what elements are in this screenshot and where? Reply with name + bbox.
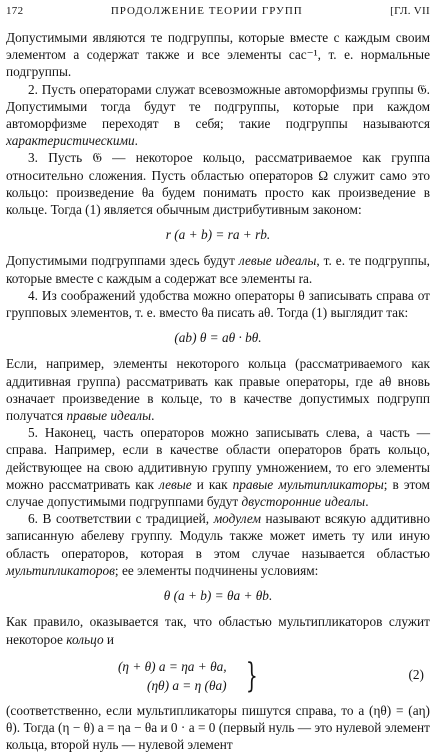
emphasized-term: характеристическими [6, 133, 135, 149]
emphasized-term: двусторонние идеалы [241, 494, 366, 510]
formula-right-operator: (ab) θ = aθ · bθ. [174, 330, 262, 346]
emphasized-term: кольцо [66, 631, 104, 647]
emphasized-term: левые [158, 476, 192, 492]
paragraph-item-6 [6, 510, 430, 579]
paragraph-text: Если, например, элементы некоторого кольца (рассматриваемого как аддитивная группа) рассматривать как правые операторы, где aθ вновь означает произведение в кольце, то в качестве допустимых подгрупп получатся [6, 356, 430, 424]
paragraph-text: . [134, 133, 138, 149]
paragraph-text: ; в этом случае допустимыми подгруппами будут [6, 476, 430, 510]
emphasized-term: правые идеалы [66, 408, 152, 424]
equation-number: (2) [408, 666, 424, 682]
formula-distributive-law: r (a + b) = ra + rb. [165, 227, 271, 243]
paragraph-text: , т. е. те подгруппы, которые вместе с каждым a содержат все элементы ra. [6, 253, 430, 286]
emphasized-term: модулем [213, 511, 261, 527]
paragraph-text: ; ее элементы подчинены условиям: [114, 562, 319, 578]
right-brace: } [245, 655, 258, 696]
paragraph-item-2 [6, 81, 430, 150]
chapter-label: [ГЛ. VII [390, 5, 430, 17]
equation-line-1: (η + θ) a = ηa + θa, [118, 658, 227, 674]
paragraph-text: . [151, 408, 155, 424]
equation-lines [118, 657, 227, 695]
paragraph-normal-subgroups: Допустимыми являются те подгруппы, которые вместе с каждым своим элементом a содержат также и все элементы cac⁻¹, т. е. нормальные подгруппы. [6, 30, 430, 80]
paragraph-right-ideals [6, 355, 430, 424]
emphasized-term: правые мультипликаторы [232, 476, 384, 492]
paragraph-text: Как правило, оказывается так, что областью мультипликаторов служит некоторое [6, 614, 430, 647]
page-header [6, 4, 430, 18]
page-number: 172 [6, 5, 24, 17]
running-title: ПРОДОЛЖЕНИЕ ТЕОРИИ ГРУПП [110, 5, 303, 17]
paragraph-text: 5. Наконец, часть операторов можно записывать слева, а часть — справа. Например, если в качестве области операторов брать кольцо, действующее на свою аддитивную группу умножением, то его элементы можно рассматривать как [6, 425, 430, 492]
paragraph-ring-multipliers [6, 613, 430, 647]
emphasized-term: мультипликаторов [6, 562, 115, 578]
paragraph-text: называют всякую аддитивно записанную абелеву группу. Модуль также может иметь ту или иную область операторов, которая в этом случае называется областью [6, 511, 430, 561]
paragraph-text: . [365, 494, 369, 510]
paragraph-text: 6. В соответствии с традицией, [28, 511, 214, 527]
paragraph-item-3: 3. Пусть 𝔊 — некоторое кольцо, рассматриваемое как группа относительно сложения. Пусть областью операторов Ω служит само это кольцо: произведение θa будем понимать просто как произведение в кольце. Тогда (1) является обычным дистрибутивным законом: [6, 150, 430, 218]
paragraph-text: 2. Пусть операторами служат всевозможные автоморфизмы группы 𝔊. Допустимыми тогда будут те подгруппы, которые при каждом автоморфизме переходят в себя; такие подгруппы называются [6, 81, 430, 132]
paragraph-text: и как [191, 476, 233, 492]
paragraph-left-ideals [6, 252, 430, 286]
formula-module-condition: θ (a + b) = θa + θb. [163, 588, 273, 604]
emphasized-term: левые идеалы [238, 253, 317, 269]
paragraph-text: и [103, 631, 115, 647]
paragraph-item-4: 4. Из соображений удобства можно операторы θ записывать справа от групповых элементов, т. е. вместо θa писать aθ. Тогда (1) выглядит так: [6, 287, 430, 321]
paragraph-item-5 [6, 424, 430, 510]
equation-line-2: (ηθ) a = η (θa) [147, 677, 227, 693]
paragraph-text: Допустимыми подгруппами здесь будут [6, 253, 239, 269]
equation-system-2 [6, 656, 430, 696]
paragraph-continuation: (соответственно, если мультипликаторы пишутся справа, то a (ηθ) = (aη) θ). Тогда (η − θ) a = ηa − θa и 0 · a = 0 (первый нуль — это нулевой элемент кольца, второй нуль — нулевой элемент [6, 702, 430, 753]
